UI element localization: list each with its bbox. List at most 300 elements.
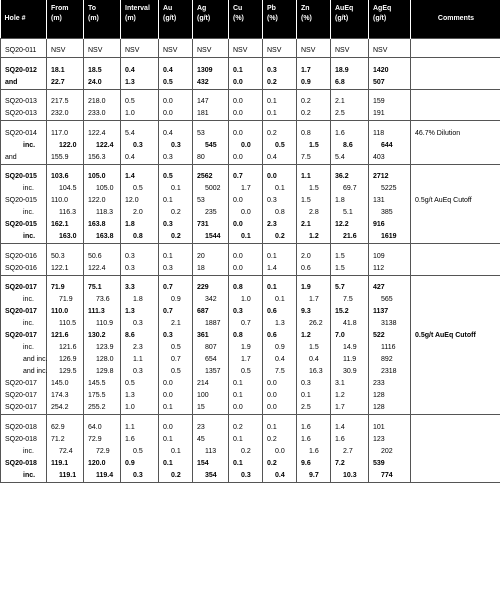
cell-comment	[411, 434, 500, 446]
header-cu	[229, 0, 263, 38]
cell-au: 0.5	[159, 342, 193, 354]
cell-ag: 181	[193, 108, 229, 121]
header-ag-unit: (g/t)	[197, 15, 211, 22]
cell-ag: 354	[193, 470, 229, 483]
table-row	[1, 390, 500, 402]
cell-to: NSV	[84, 45, 121, 58]
table-row	[1, 282, 500, 294]
cell-au: 0.1	[159, 458, 193, 470]
cell-cu: 0.0	[229, 96, 263, 108]
cell-comment	[411, 263, 500, 276]
spacer-cell	[159, 58, 193, 65]
cell-pb: 0.0	[263, 171, 297, 183]
cell-ag: 807	[193, 342, 229, 354]
spacer-cell	[193, 38, 229, 45]
table-row	[1, 434, 500, 446]
cell-interval: 0.5	[121, 446, 159, 458]
table-row	[1, 152, 500, 165]
cell-au: 0.5	[159, 366, 193, 378]
cell-interval: NSV	[121, 45, 159, 58]
cell-hole-id: inc.	[1, 294, 47, 306]
cell-ag: 229	[193, 282, 229, 294]
cell-ag: 45	[193, 434, 229, 446]
cell-hole-id: SQ20-017	[1, 282, 47, 294]
spacer-cell	[331, 164, 369, 171]
spacer-cell	[193, 121, 229, 128]
cell-au: 0.3	[159, 152, 193, 165]
cell-ageq: 1116	[369, 342, 411, 354]
group-spacer	[1, 58, 500, 65]
cell-to: 118.3	[84, 207, 121, 219]
cell-interval: 0.3	[121, 318, 159, 330]
cell-cu: 0.0	[229, 77, 263, 90]
spacer-cell	[263, 415, 297, 422]
cell-aueq: 41.8	[331, 318, 369, 330]
table-row	[1, 330, 500, 342]
cell-ag: 154	[193, 458, 229, 470]
cell-interval: 5.4	[121, 128, 159, 140]
cell-au: 0.1	[159, 183, 193, 195]
cell-cu: 0.7	[229, 171, 263, 183]
cell-comment	[411, 402, 500, 415]
cell-comment	[411, 446, 500, 458]
spacer-cell	[369, 89, 411, 96]
spacer-cell	[369, 58, 411, 65]
table-row	[1, 171, 500, 183]
cell-aueq: 5.4	[331, 152, 369, 165]
table-row	[1, 231, 500, 244]
cell-zn: 2.8	[297, 207, 331, 219]
cell-comment	[411, 231, 500, 244]
header-ageq	[369, 0, 411, 38]
cell-cu: NSV	[229, 45, 263, 58]
cell-aueq: 7.2	[331, 458, 369, 470]
cell-pb: 1.3	[263, 318, 297, 330]
spacer-cell	[47, 89, 84, 96]
table-row	[1, 207, 500, 219]
cell-comment	[411, 366, 500, 378]
spacer-cell	[1, 164, 47, 171]
cell-ageq: 128	[369, 402, 411, 415]
cell-cu: 1.0	[229, 294, 263, 306]
cell-comment	[411, 219, 500, 231]
cell-au: 0.7	[159, 306, 193, 318]
table-row	[1, 402, 500, 415]
cell-au: 0.3	[159, 330, 193, 342]
cell-aueq: 7.0	[331, 330, 369, 342]
cell-zn: 1.9	[297, 282, 331, 294]
cell-aueq: 12.2	[331, 219, 369, 231]
cell-au: 0.4	[159, 128, 193, 140]
cell-ag: 342	[193, 294, 229, 306]
cell-aueq: 1.6	[331, 434, 369, 446]
cell-hole-id: and	[1, 152, 47, 165]
cell-to: 72.9	[84, 446, 121, 458]
table-row	[1, 195, 500, 207]
cell-zn: 26.2	[297, 318, 331, 330]
cell-cu: 0.2	[229, 446, 263, 458]
cell-ag: 53	[193, 128, 229, 140]
cell-zn: 2.1	[297, 219, 331, 231]
cell-from: 174.3	[47, 390, 84, 402]
cell-hole-id: SQ20-017	[1, 402, 47, 415]
cell-to: 163.8	[84, 219, 121, 231]
cell-interval: 0.3	[121, 366, 159, 378]
spacer-cell	[84, 275, 121, 282]
cell-cu: 0.0	[229, 263, 263, 276]
spacer-cell	[1, 89, 47, 96]
cell-hole-id: inc.	[1, 470, 47, 483]
cell-from: 232.0	[47, 108, 84, 121]
cell-hole-id: SQ20-016	[1, 251, 47, 263]
spacer-cell	[263, 275, 297, 282]
cell-ageq: 539	[369, 458, 411, 470]
cell-aueq: 10.3	[331, 470, 369, 483]
cell-ageq: 644	[369, 140, 411, 152]
cell-ageq: 507	[369, 77, 411, 90]
cell-ageq: 128	[369, 390, 411, 402]
cell-ag: 53	[193, 195, 229, 207]
cell-from: 121.6	[47, 342, 84, 354]
cell-aueq: 1.5	[331, 263, 369, 276]
cell-aueq: 30.9	[331, 366, 369, 378]
cell-to: 105.0	[84, 171, 121, 183]
header-from-label: From	[51, 5, 69, 12]
cell-au: 0.3	[159, 263, 193, 276]
spacer-cell	[229, 58, 263, 65]
cell-from: 122.0	[47, 140, 84, 152]
cell-hole-id: SQ20-015	[1, 171, 47, 183]
cell-ag: 20	[193, 251, 229, 263]
cell-to: 50.6	[84, 251, 121, 263]
table-row	[1, 96, 500, 108]
spacer-cell	[411, 58, 500, 65]
cell-interval: 0.5	[121, 183, 159, 195]
cell-pb: 2.3	[263, 219, 297, 231]
cell-ag: 731	[193, 219, 229, 231]
header-ag	[193, 0, 229, 38]
cell-to: 122.4	[84, 140, 121, 152]
cell-aueq: 1.8	[331, 195, 369, 207]
cell-interval: 2.0	[121, 207, 159, 219]
spacer-cell	[1, 58, 47, 65]
spacer-cell	[193, 244, 229, 251]
cell-hole-id: SQ20-011	[1, 45, 47, 58]
spacer-cell	[411, 164, 500, 171]
cell-to: 145.5	[84, 378, 121, 390]
header-hole	[1, 0, 47, 38]
cell-pb: 0.2	[263, 434, 297, 446]
cell-aueq: 5.1	[331, 207, 369, 219]
cell-from: 103.6	[47, 171, 84, 183]
cell-comment	[411, 378, 500, 390]
cell-from: 122.1	[47, 263, 84, 276]
header-to-label: To	[88, 5, 97, 12]
spacer-cell	[297, 275, 331, 282]
cell-aueq: 8.6	[331, 140, 369, 152]
cell-ag: 432	[193, 77, 229, 90]
cell-from: 22.7	[47, 77, 84, 90]
cell-comment	[411, 318, 500, 330]
cell-aueq: 2.1	[331, 96, 369, 108]
cell-cu: 0.2	[229, 422, 263, 434]
cell-au: 2.1	[159, 318, 193, 330]
cell-au: 0.7	[159, 354, 193, 366]
table-row	[1, 342, 500, 354]
cell-comment	[411, 152, 500, 165]
cell-hole-id: SQ20-016	[1, 263, 47, 276]
cell-pb: 0.2	[263, 458, 297, 470]
cell-cu: 0.0	[229, 108, 263, 121]
cell-ag: 1544	[193, 231, 229, 244]
cell-cu: 0.5	[229, 366, 263, 378]
cell-to: 255.2	[84, 402, 121, 415]
cell-ageq: 123	[369, 434, 411, 446]
cell-ag: 1887	[193, 318, 229, 330]
cell-interval: 0.9	[121, 458, 159, 470]
cell-zn: NSV	[297, 45, 331, 58]
spacer-cell	[121, 244, 159, 251]
cell-to: 73.6	[84, 294, 121, 306]
cell-ageq: 202	[369, 446, 411, 458]
cell-ageq: 118	[369, 128, 411, 140]
cell-from: 163.0	[47, 231, 84, 244]
cell-cu: 0.0	[229, 195, 263, 207]
header-pb	[263, 0, 297, 38]
cell-to: 175.5	[84, 390, 121, 402]
spacer-cell	[263, 244, 297, 251]
table-row	[1, 306, 500, 318]
header-aueq	[331, 0, 369, 38]
cell-aueq: 5.7	[331, 282, 369, 294]
table-row	[1, 294, 500, 306]
cell-from: 104.5	[47, 183, 84, 195]
cell-comment	[411, 282, 500, 294]
cell-au: 0.1	[159, 446, 193, 458]
group-spacer	[1, 275, 500, 282]
cell-to: 120.0	[84, 458, 121, 470]
spacer-cell	[331, 275, 369, 282]
cell-interval: 0.4	[121, 152, 159, 165]
cell-ag: 147	[193, 96, 229, 108]
table-row	[1, 219, 500, 231]
cell-cu: 0.0	[229, 219, 263, 231]
spacer-cell	[229, 275, 263, 282]
cell-interval: 0.3	[121, 263, 159, 276]
table-row	[1, 422, 500, 434]
cell-cu: 0.1	[229, 390, 263, 402]
header-aueq-unit: (g/t)	[335, 15, 349, 22]
cell-zn: 0.4	[297, 354, 331, 366]
spacer-cell	[121, 89, 159, 96]
spacer-cell	[47, 164, 84, 171]
cell-comment	[411, 251, 500, 263]
cell-pb: 0.8	[263, 207, 297, 219]
cell-comment	[411, 422, 500, 434]
cell-hole-id: inc.	[1, 207, 47, 219]
cell-interval: 0.5	[121, 96, 159, 108]
cell-interval: 1.0	[121, 402, 159, 415]
cell-cu: 1.7	[229, 183, 263, 195]
cell-pb: 0.2	[263, 128, 297, 140]
table-row	[1, 366, 500, 378]
cell-ag: 2562	[193, 171, 229, 183]
cell-hole-id: SQ20-013	[1, 96, 47, 108]
header-comments-label: Comments	[437, 15, 475, 22]
cell-hole-id: inc.	[1, 318, 47, 330]
cell-comment	[411, 65, 500, 77]
cell-interval: 0.3	[121, 140, 159, 152]
cell-aueq: 15.2	[331, 306, 369, 318]
cell-pb: 0.2	[263, 77, 297, 90]
cell-zn: 1.2	[297, 231, 331, 244]
cell-cu: 0.0	[229, 140, 263, 152]
cell-ag: 15	[193, 402, 229, 415]
cell-interval: 8.6	[121, 330, 159, 342]
header-zn-label: Zn	[301, 5, 310, 12]
cell-to: 72.9	[84, 434, 121, 446]
cell-comment	[411, 354, 500, 366]
spacer-cell	[229, 89, 263, 96]
header-aueq-label: AuEq	[335, 5, 354, 12]
cell-interval: 1.1	[121, 422, 159, 434]
table-header	[1, 0, 500, 38]
table-row	[1, 45, 500, 58]
cell-from: 110.0	[47, 306, 84, 318]
cell-ag: 214	[193, 378, 229, 390]
cell-interval: 1.0	[121, 108, 159, 121]
cell-au: 0.1	[159, 434, 193, 446]
cell-ageq: 522	[369, 330, 411, 342]
cell-aueq: 1.6	[331, 128, 369, 140]
cell-ageq: 427	[369, 282, 411, 294]
cell-comment	[411, 183, 500, 195]
cell-comment	[411, 140, 500, 152]
cell-interval: 0.8	[121, 231, 159, 244]
cell-to: 128.0	[84, 354, 121, 366]
cell-comment	[411, 45, 500, 58]
cell-au: 0.5	[159, 171, 193, 183]
group-spacer	[1, 164, 500, 171]
spacer-cell	[193, 415, 229, 422]
cell-cu: 0.0	[229, 402, 263, 415]
cell-zn: 16.3	[297, 366, 331, 378]
cell-from: 126.9	[47, 354, 84, 366]
cell-to: 110.9	[84, 318, 121, 330]
cell-from: 155.9	[47, 152, 84, 165]
spacer-cell	[411, 244, 500, 251]
spacer-cell	[331, 38, 369, 45]
cell-ag: 100	[193, 390, 229, 402]
cell-zn: 9.7	[297, 470, 331, 483]
header-interval-unit: (m)	[125, 15, 136, 22]
spacer-cell	[263, 38, 297, 45]
cell-ag: 1357	[193, 366, 229, 378]
header-cu-label: Cu	[233, 5, 243, 12]
cell-from: 110.0	[47, 195, 84, 207]
cell-pb: 0.0	[263, 402, 297, 415]
cell-pb: 1.4	[263, 263, 297, 276]
cell-hole-id: SQ20-017	[1, 330, 47, 342]
spacer-cell	[121, 38, 159, 45]
cell-comment	[411, 108, 500, 121]
cell-au: 0.0	[159, 96, 193, 108]
spacer-cell	[121, 275, 159, 282]
cell-pb: 0.0	[263, 446, 297, 458]
cell-pb: 0.0	[263, 378, 297, 390]
table-row	[1, 140, 500, 152]
cell-from: 117.0	[47, 128, 84, 140]
spacer-cell	[331, 244, 369, 251]
cell-cu: 0.1	[229, 65, 263, 77]
cell-ageq: 1619	[369, 231, 411, 244]
header-zn-unit: (%)	[301, 15, 312, 22]
cell-cu: 0.0	[229, 152, 263, 165]
spacer-cell	[297, 415, 331, 422]
spacer-cell	[297, 244, 331, 251]
cell-zn: 0.9	[297, 77, 331, 90]
spacer-cell	[411, 89, 500, 96]
cell-to: 163.8	[84, 231, 121, 244]
cell-zn: 0.6	[297, 263, 331, 276]
spacer-cell	[159, 415, 193, 422]
cell-hole-id: SQ20-015	[1, 195, 47, 207]
group-spacer	[1, 89, 500, 96]
cell-interval: 1.3	[121, 306, 159, 318]
cell-au: 0.0	[159, 390, 193, 402]
cell-aueq: 2.5	[331, 108, 369, 121]
cell-pb: 0.6	[263, 306, 297, 318]
cell-from: 71.2	[47, 434, 84, 446]
cell-ag: 545	[193, 140, 229, 152]
cell-zn: 2.0	[297, 251, 331, 263]
cell-from: 119.1	[47, 458, 84, 470]
table-row	[1, 183, 500, 195]
header-au	[159, 0, 193, 38]
cell-pb: 0.1	[263, 108, 297, 121]
cell-comment	[411, 390, 500, 402]
cell-pb: 0.1	[263, 251, 297, 263]
cell-from: 72.4	[47, 446, 84, 458]
header-to	[84, 0, 121, 38]
cell-cu: 1.9	[229, 342, 263, 354]
cell-pb: NSV	[263, 45, 297, 58]
cell-aueq: 11.9	[331, 354, 369, 366]
cell-ag: 23	[193, 422, 229, 434]
spacer-cell	[369, 38, 411, 45]
cell-ageq: 3138	[369, 318, 411, 330]
cell-hole-id: and inc.	[1, 366, 47, 378]
spacer-cell	[193, 89, 229, 96]
spacer-cell	[47, 275, 84, 282]
spacer-cell	[263, 164, 297, 171]
spacer-cell	[47, 58, 84, 65]
cell-ageq: 774	[369, 470, 411, 483]
cell-cu: 0.0	[229, 128, 263, 140]
cell-interval: 2.3	[121, 342, 159, 354]
cell-ageq: 1137	[369, 306, 411, 318]
spacer-cell	[331, 89, 369, 96]
spacer-cell	[159, 89, 193, 96]
spacer-cell	[331, 121, 369, 128]
cell-to: 156.3	[84, 152, 121, 165]
cell-au: 0.1	[159, 251, 193, 263]
cell-cu: 0.1	[229, 458, 263, 470]
spacer-cell	[1, 121, 47, 128]
cell-hole-id: and inc.	[1, 354, 47, 366]
cell-cu: 0.1	[229, 378, 263, 390]
spacer-cell	[369, 415, 411, 422]
